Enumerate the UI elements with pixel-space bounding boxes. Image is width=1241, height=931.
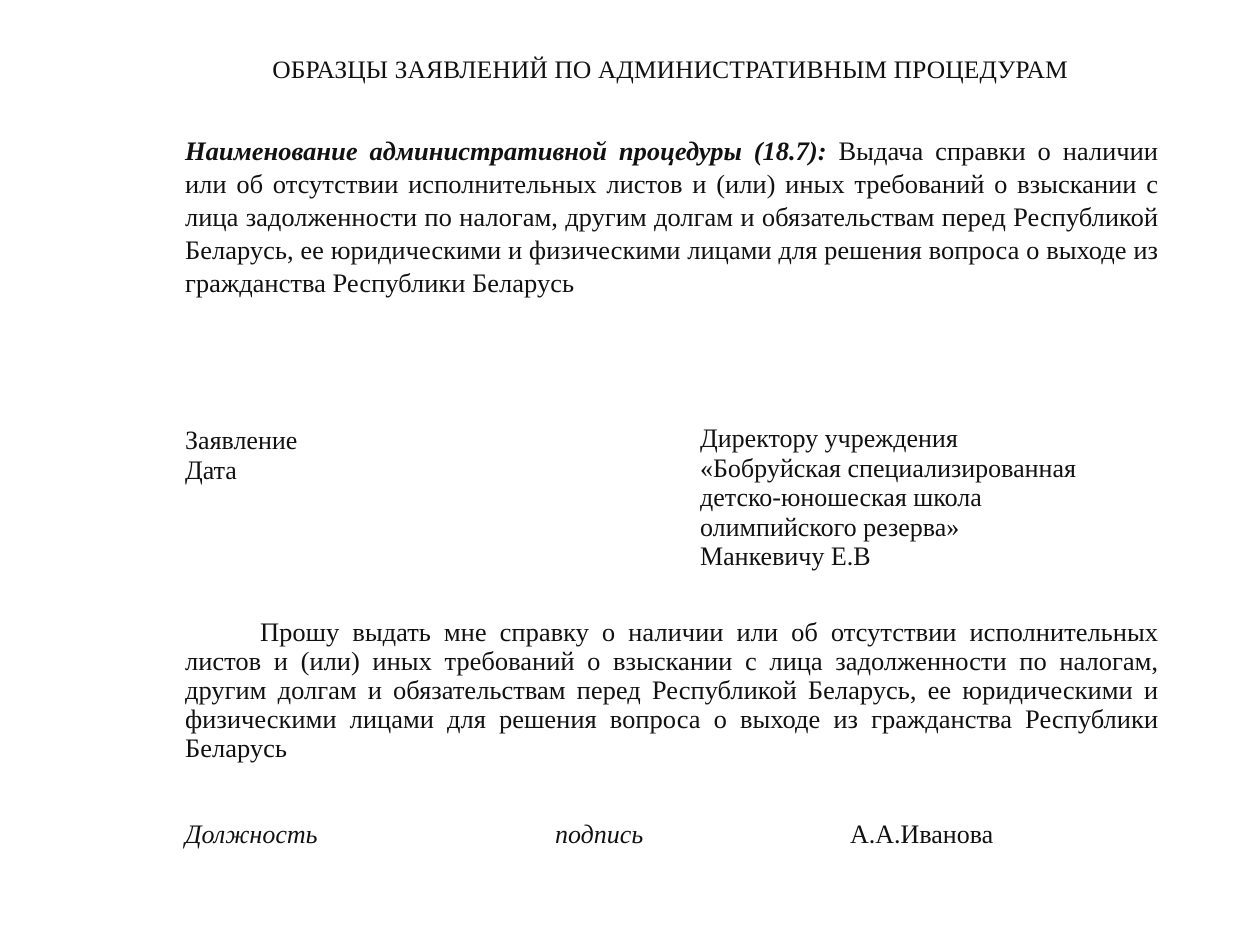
procedure-text: Выдача справки о наличии или об отсутствии исполнительных листов и (или) иных требований о взыскании с лица задолженности по налогам, другим долгам и обязательствам перед Республикой Беларусь, ее юридическими и физическими лицами для решения вопроса о выходе из гражданства Республики Беларусь	[185, 136, 1158, 298]
signature-label: подпись	[555, 820, 644, 849]
signatory-name: А.А.Иванова	[850, 820, 994, 849]
addressee-name: Манкевичу Е.В	[700, 542, 871, 571]
application-body: Прошу выдать мне справку о наличии или об отсутствии исполнительных листов и (или) иных требований о взыскании с лица задолженности по налогам, другим долгам и обязательствам перед Республикой Беларусь, ее юридическими и физическими лицами для решения вопроса о выходе из гражданства Республики Беларусь	[185, 617, 1158, 763]
document-type-block	[185, 426, 297, 486]
addressee-block	[700, 424, 1076, 572]
addressee-line: Директору учреждения	[700, 424, 958, 453]
addressee-line: олимпийского резерва»	[700, 512, 960, 542]
document-title: ОБРАЗЦЫ ЗАЯВЛЕНИЙ ПО АДМИНИСТРАТИВНЫМ ПРОЦЕДУРАМ	[272, 55, 1068, 84]
document-type: Заявление	[185, 426, 298, 455]
addressee-line: детско-юношеская школа	[700, 483, 982, 512]
date-label: Дата	[185, 456, 237, 485]
addressee-line: «Бобруйская специализированная	[700, 453, 1076, 483]
procedure-label: Наименование административной процедуры (18.7):	[185, 136, 827, 166]
procedure-description	[185, 135, 1158, 300]
signature-position: Должность	[185, 820, 318, 849]
